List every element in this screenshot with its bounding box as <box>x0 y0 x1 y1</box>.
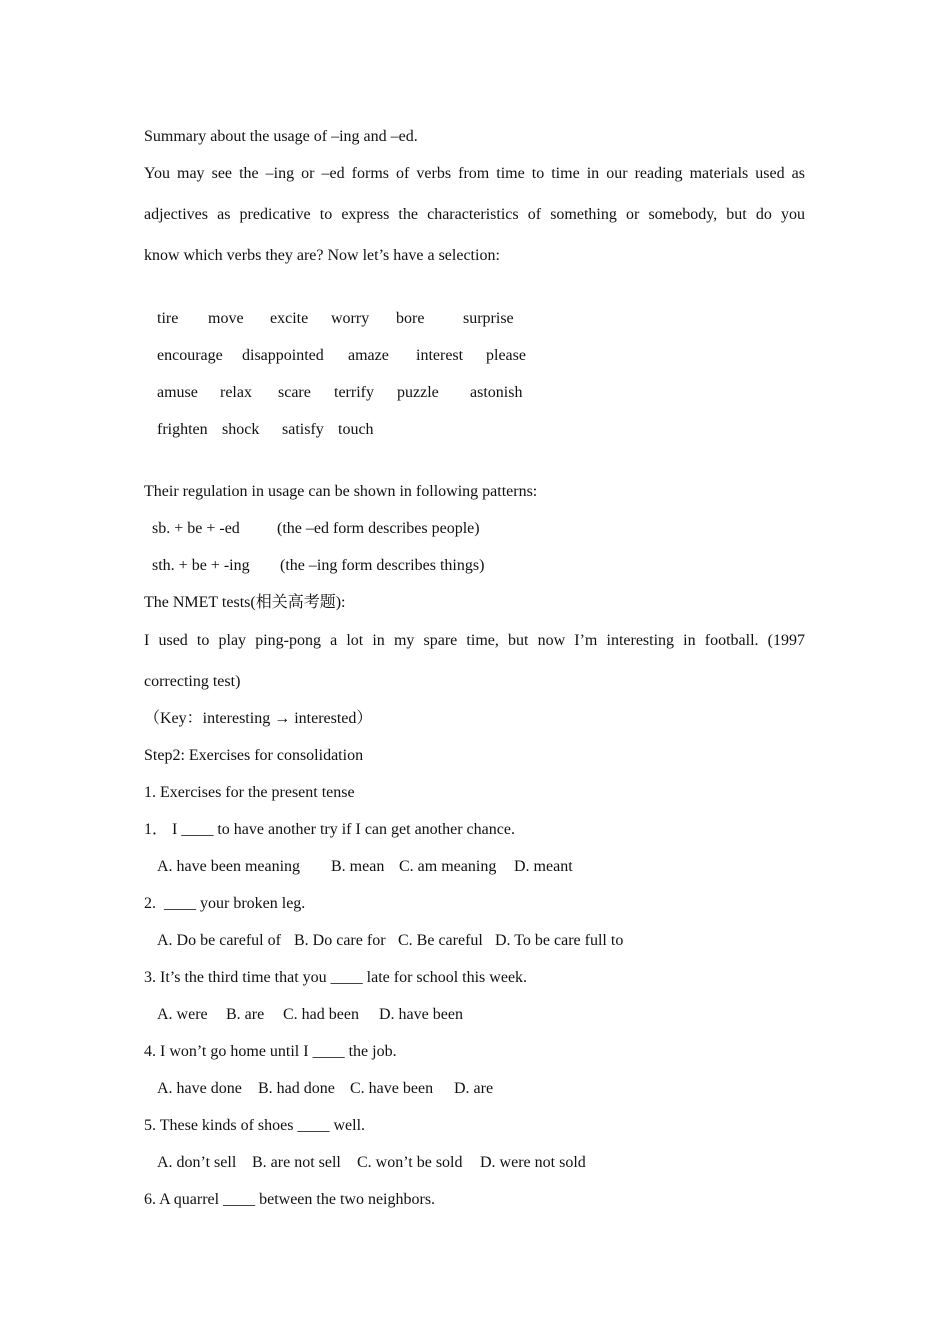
option: D. were not sold <box>480 1154 586 1171</box>
patterns-intro: Their regulation in usage can be shown in following patterns: <box>144 483 538 500</box>
intro-paragraph-line-1: You may see the –ing or –ed forms of verbs from time to time in our reading materials used as <box>144 165 805 182</box>
option: C. won’t be sold <box>357 1154 463 1171</box>
verb-word: worry <box>331 310 370 327</box>
option: A. have been meaning <box>157 858 301 875</box>
question-6: 6. A quarrel ____ between the two neighbors. <box>144 1191 436 1208</box>
pattern-formula: sb. + be + -ed <box>152 520 240 537</box>
option: B. are not sell <box>252 1154 341 1171</box>
option: B. mean <box>331 858 385 875</box>
verb-word: please <box>486 347 526 364</box>
verb-word: relax <box>220 384 252 401</box>
verb-word: amuse <box>157 384 198 401</box>
question-3: 3. It’s the third time that you ____ late for school this week. <box>144 969 528 986</box>
question-2: 2. ____ your broken leg. <box>144 895 306 912</box>
pattern-note: (the –ing form describes things) <box>280 557 485 574</box>
option: D. have been <box>379 1006 463 1023</box>
verb-word: astonish <box>470 384 523 401</box>
question-5: 5. These kinds of shoes ____ well. <box>144 1117 366 1134</box>
option: B. are <box>226 1006 265 1023</box>
intro-paragraph-line-3: know which verbs they are? Now let’s have a selection: <box>144 247 500 264</box>
option: D. meant <box>514 858 573 875</box>
option: A. have done <box>157 1080 242 1097</box>
option: C. have been <box>350 1080 434 1097</box>
nmet-key: （Key：interesting → interested） <box>144 710 373 727</box>
verb-word: touch <box>338 421 374 438</box>
nmet-heading: The NMET tests(相关高考题): <box>144 594 346 611</box>
verb-word: satisfy <box>282 421 324 438</box>
verb-word: puzzle <box>397 384 439 401</box>
option: A. Do be careful of <box>157 932 281 949</box>
verb-word: tire <box>157 310 179 327</box>
question-4: 4. I won’t go home until I ____ the job. <box>144 1043 397 1060</box>
verb-word: amaze <box>348 347 389 364</box>
summary-heading: Summary about the usage of –ing and –ed. <box>144 128 418 145</box>
option: A. were <box>157 1006 208 1023</box>
option: A. don’t sell <box>157 1154 237 1171</box>
option: D. are <box>454 1080 494 1097</box>
verb-word: disappointed <box>242 347 324 364</box>
verb-word: excite <box>270 310 309 327</box>
nmet-question-line-1: I used to play ping-pong a lot in my spare time, but now I’m interesting in football. (1997 <box>144 632 805 649</box>
option: D. To be care full to <box>495 932 624 949</box>
verb-word: frighten <box>157 421 208 438</box>
verb-word: move <box>208 310 244 327</box>
verb-word: scare <box>278 384 311 401</box>
question-1: 1． I ____ to have another try if I can get another chance. <box>144 821 515 838</box>
verb-word: interest <box>416 347 464 364</box>
verb-word: bore <box>396 310 425 327</box>
option: B. had done <box>258 1080 335 1097</box>
nmet-question-line-2: correcting test) <box>144 673 241 690</box>
section-heading: 1. Exercises for the present tense <box>144 784 355 801</box>
option: C. had been <box>283 1006 359 1023</box>
pattern-formula: sth. + be + -ing <box>152 557 250 574</box>
verb-word: surprise <box>463 310 514 327</box>
option: C. am meaning <box>399 858 497 875</box>
option: B. Do care for <box>294 932 386 949</box>
pattern-note: (the –ed form describes people) <box>277 520 480 537</box>
verb-word: encourage <box>157 347 223 364</box>
option: C. Be careful <box>398 932 483 949</box>
step-heading: Step2: Exercises for consolidation <box>144 747 364 764</box>
verb-word: shock <box>222 421 260 438</box>
verb-word: terrify <box>334 384 374 401</box>
intro-paragraph-line-2: adjectives as predicative to express the characteristics of something or somebody, but do you <box>144 206 805 223</box>
